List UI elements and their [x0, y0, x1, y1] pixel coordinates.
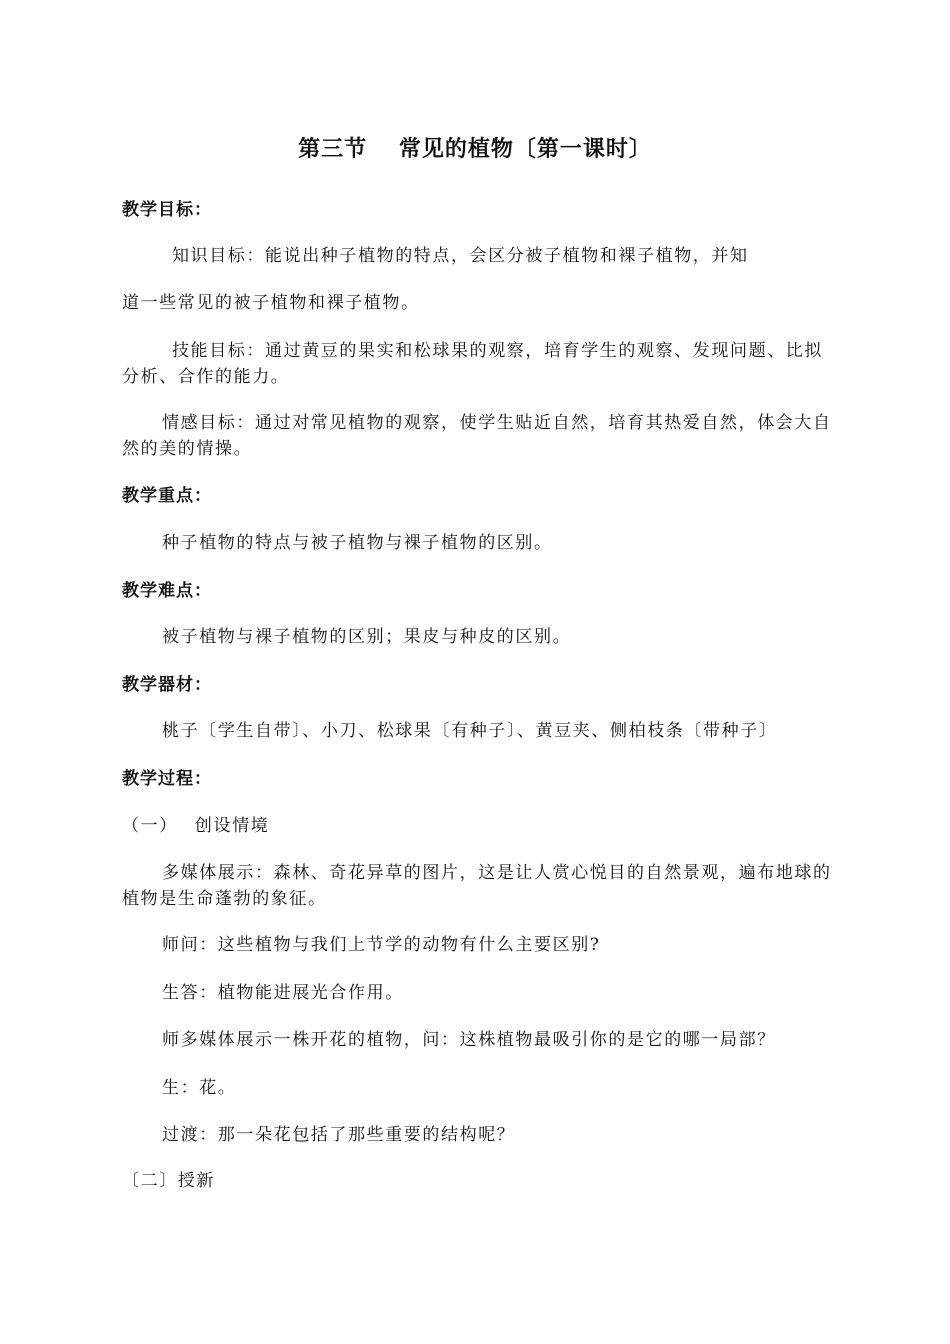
knowledge-objective-line2: 道一些常见的被子植物和裸子植物。 [122, 293, 420, 313]
part2-heading: 〔二〕授新 [122, 1171, 215, 1191]
emotion-objective-line2: 然的美的情操。 [122, 439, 253, 459]
materials-heading: 教学器材： [122, 675, 212, 695]
knowledge-objective-line1: 知识目标：能说出种子植物的特点，会区分被子植物和裸子植物，并知 [172, 246, 749, 266]
process-heading: 教学过程： [122, 769, 212, 789]
key-points-text: 种子植物的特点与被子植物与裸子植物的区别。 [162, 533, 553, 553]
emotion-objective-line1: 情感目标：通过对常见植物的观察，使学生贴近自然，培育其热爱自然，体会大自 [162, 413, 832, 433]
skill-objective-line1: 技能目标：通过黄豆的果实和松球果的观察，培育学生的观察、发现问题、比拟 [172, 341, 823, 361]
media-display-line2: 植物是生命蓬勃的象征。 [122, 889, 327, 909]
key-points-heading: 教学重点： [122, 486, 212, 506]
media-display-line1: 多媒体展示：森林、奇花异草的图片，这是让人赏心悦目的自然景观，遍布地球的 [162, 863, 832, 883]
teacher-question-2: 师多媒体展示一株开花的植物，问：这株植物最吸引你的是它的哪一局部？ [162, 1030, 776, 1050]
transition-text: 过渡：那一朵花包括了那些重要的结构呢？ [162, 1125, 516, 1145]
page-title: 第三节 常见的植物〔第一课时〕 [298, 137, 652, 162]
student-answer-1: 生答：植物能进展光合作用。 [162, 983, 404, 1003]
part1-heading: （一） 创设情境 [122, 816, 270, 836]
difficulty-heading: 教学难点： [122, 581, 212, 601]
teacher-question-1: 师问：这些植物与我们上节学的动物有什么主要区别? [162, 935, 601, 955]
student-answer-2: 生：花。 [162, 1078, 237, 1098]
skill-objective-line2: 分析、合作的能力。 [122, 367, 290, 387]
difficulty-text: 被子植物与裸子植物的区别；果皮与种皮的区别。 [162, 627, 572, 647]
objectives-heading: 教学目标： [122, 200, 212, 220]
materials-text: 桃子〔学生自带〕、小刀、松球果〔有种子〕、黄豆夹、侧柏枝条〔带种子〕 [162, 721, 778, 741]
